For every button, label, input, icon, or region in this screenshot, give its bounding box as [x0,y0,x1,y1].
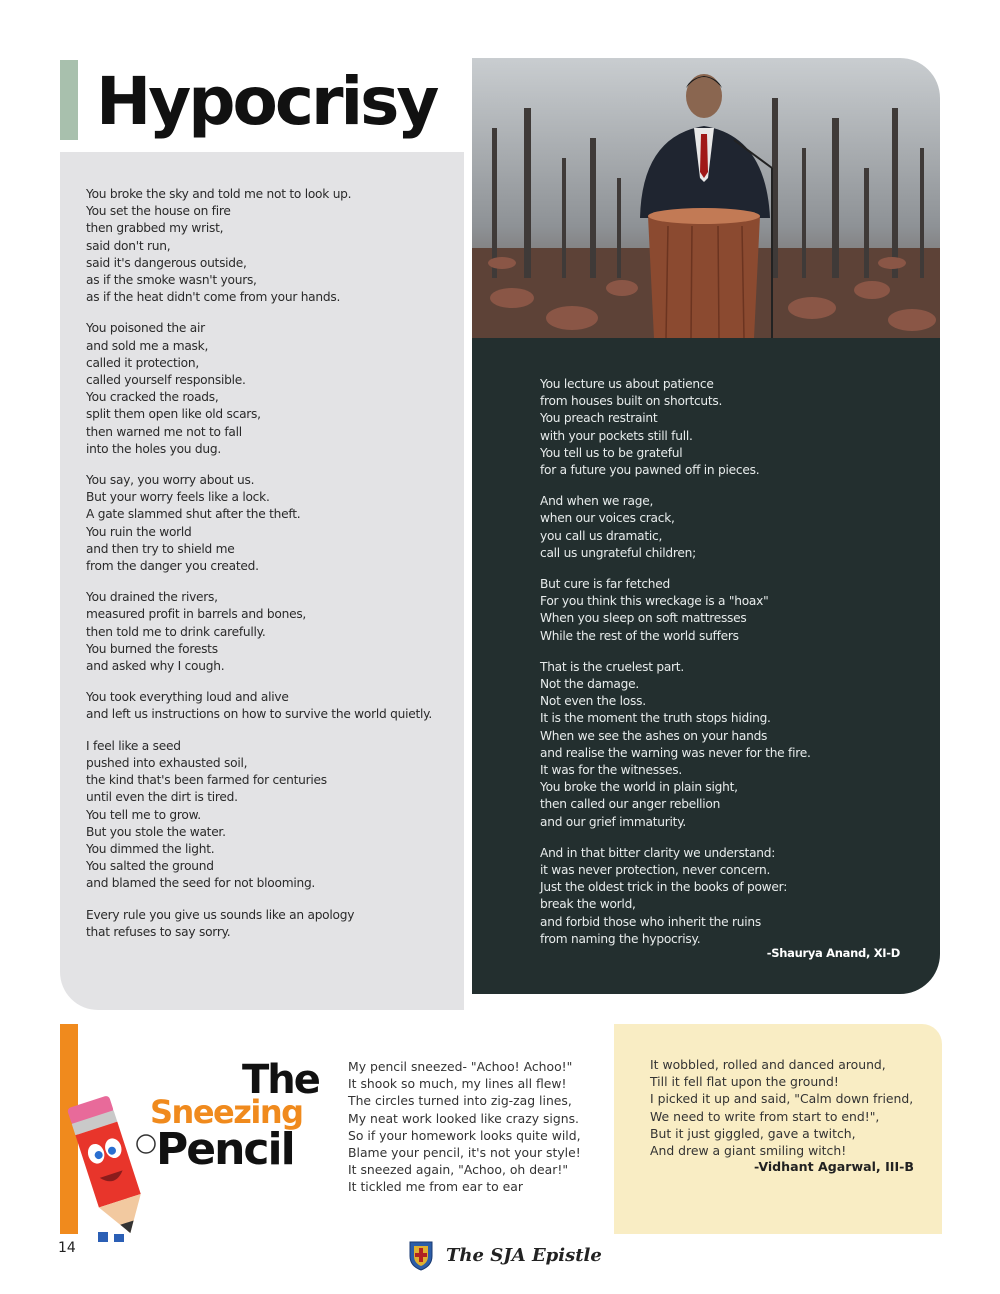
poem-line: You broke the sky and told me not to look up. [86,187,352,201]
poem-line: Blame your pencil, it's not your style! [348,1145,581,1161]
pencil-poem-author: -Vidhant Agarwal, III-B [754,1159,914,1175]
stanza [540,845,920,948]
poem-line: You tell us to be grateful [540,445,683,460]
poem-line: It wobbled, rolled and danced around, [650,1057,886,1072]
poem-line: You cracked the roads, [86,390,219,405]
poem-line: you call us dramatic, [540,528,663,543]
poem-line: with your pockets still full. [540,428,693,443]
stanza [540,493,920,562]
poem-line: split them open like old scars, [86,407,261,422]
poem-line: I picked it up and said, "Calm down friend, [650,1091,914,1107]
poem-line: For you think this wreckage is a "hoax" [540,594,769,609]
poem-line: then told me to drink carefully. [86,624,266,639]
poem-line: Every rule you give us sounds like an apology [86,907,355,922]
pencil-mascot-icon [56,1084,164,1244]
poem-line: and left us instructions on how to survive the world quietly. [86,707,432,722]
poem-line: But you stole the water. [86,824,226,839]
poem-line: It was for the witnesses. [540,763,682,778]
poem-line: So if your homework looks quite wild, [348,1127,581,1143]
stanza [540,576,920,645]
poem-line: You took everything loud and alive [86,690,289,705]
stanza [540,376,920,479]
page-number: 14 [58,1240,76,1256]
stanza [86,320,442,458]
poem-line: and sold me a mask, [86,338,209,353]
poem-line: Not even the loss. [540,694,646,709]
poem-line: My neat work looked like crazy signs. [348,1110,579,1126]
poem-line: from the danger you created. [86,559,259,574]
poem-line: pushed into exhausted soil, [86,755,248,770]
poem-line: That is the cruelest part. [540,659,684,674]
stanza [540,659,920,831]
poem-line: break the world, [540,897,636,912]
poem-line: When we see the ashes on your hands [540,728,768,743]
poem-line: said it's dangerous outside, [86,255,247,270]
poem-title: Hypocrisy [96,63,437,140]
school-crest-icon [404,1238,438,1272]
poem-line: and realise the warning was never for the fire. [540,745,811,760]
poem-line: from naming the hypocrisy. [540,931,701,946]
poem-line: from houses built on shortcuts. [540,394,723,409]
pencil-poem-left [348,1058,581,1196]
poem-line: When you sleep on soft mattresses [540,611,747,626]
pencil-title-the: The [242,1057,319,1103]
stanza [86,689,442,723]
poem-line: It shook so much, my lines all flew! [348,1076,567,1092]
poem-right-panel [472,338,940,994]
poem-line: I feel like a seed [86,738,181,753]
poem-line: A gate slammed shut after the theft. [86,507,301,522]
stanza [86,738,442,893]
poem-line: You broke the world in plain sight, [540,780,738,795]
poem-line: And drew a giant smiling witch! [650,1143,847,1159]
poem-line: the kind that's been farmed for centuries [86,773,327,788]
poem-line: But your worry feels like a lock. [86,490,270,505]
poem-line: call us ungrateful children; [540,545,696,560]
poem-line: It is the moment the truth stops hiding. [540,711,771,726]
stanza [86,472,442,575]
poem-line: You burned the forests [86,641,218,656]
speaker-illustration [472,58,940,338]
magazine-footer [404,1238,602,1272]
poem-line: It sneezed again, "Achoo, oh dear!" [348,1162,569,1178]
poem-left-panel [60,152,464,1010]
title-accent-bar [60,60,78,140]
poem-line: as if the heat didn't come from your hands. [86,290,341,305]
poem-line: that refuses to say sorry. [86,924,231,939]
poem-line: Not the damage. [540,677,640,692]
poem-line: You preach restraint [540,411,658,426]
magazine-name: The SJA Epistle [446,1244,602,1266]
poem-line: called yourself responsible. [86,373,246,388]
pencil-title-sneezing: Sneezing [150,1093,303,1131]
poem-line: as if the smoke wasn't yours, [86,273,257,288]
poem-line: But it just giggled, gave a twitch, [650,1125,856,1141]
pencil-title-pencil: Pencil [156,1124,294,1175]
poem-line: measured profit in barrels and bones, [86,607,307,622]
poem-line: and asked why I cough. [86,659,225,674]
poem-line: and forbid those who inherit the ruins [540,914,761,929]
poem-line: You dimmed the light. [86,841,215,856]
poem-line: You drained the rivers, [86,590,218,605]
poem-line: You lecture us about patience [540,377,714,391]
poem-line: Just the oldest trick in the books of power: [540,880,788,895]
poem-line: then grabbed my wrist, [86,221,224,236]
poem-line: Till it fell flat upon the ground! [650,1074,839,1090]
poem-line: and blamed the seed for not blooming. [86,876,316,891]
poem-line: until even the dirt is tired. [86,790,238,805]
poem-line: it was never protection, never concern. [540,863,771,878]
poem-line: when our voices crack, [540,511,675,526]
poem-line: While the rest of the world suffers [540,628,739,643]
poem-line: And in that bitter clarity we understand: [540,845,776,860]
poem-line: for a future you pawned off in pieces. [540,463,760,478]
pencil-poem-right [614,1024,942,1234]
poem-author: -Shaurya Anand, XI-D [766,946,900,960]
poem-line: But cure is far fetched [540,577,671,592]
poem-line: It tickled me from ear to ear [348,1179,523,1195]
poem-line: You salted the ground [86,859,214,874]
poem-line: called it protection, [86,355,199,370]
poem-line: You tell me to grow. [86,807,201,822]
poem-line: My pencil sneezed- "Achoo! Achoo!" [348,1059,573,1074]
poem-line: You say, you worry about us. [86,473,255,488]
poem-line: You set the house on fire [86,204,231,219]
stanza [86,186,442,306]
poem-line: then called our anger rebellion [540,797,721,812]
poem-line: and our grief immaturity. [540,814,687,829]
poem-line: The circles turned into zig-zag lines, [348,1093,572,1109]
poem-line: We need to write from start to end!", [650,1108,880,1124]
poem-line: then warned me not to fall [86,424,242,439]
poem-line: You poisoned the air [86,321,205,336]
poem-line: and then try to shield me [86,541,235,556]
poem-line: And when we rage, [540,494,654,509]
deforestation-speaker-image [472,58,940,338]
poem-line: You ruin the world [86,524,192,539]
stanza [86,589,442,675]
stanza [86,907,442,941]
poem-line: into the holes you dug. [86,441,221,456]
poem-line: said don't run, [86,238,171,253]
